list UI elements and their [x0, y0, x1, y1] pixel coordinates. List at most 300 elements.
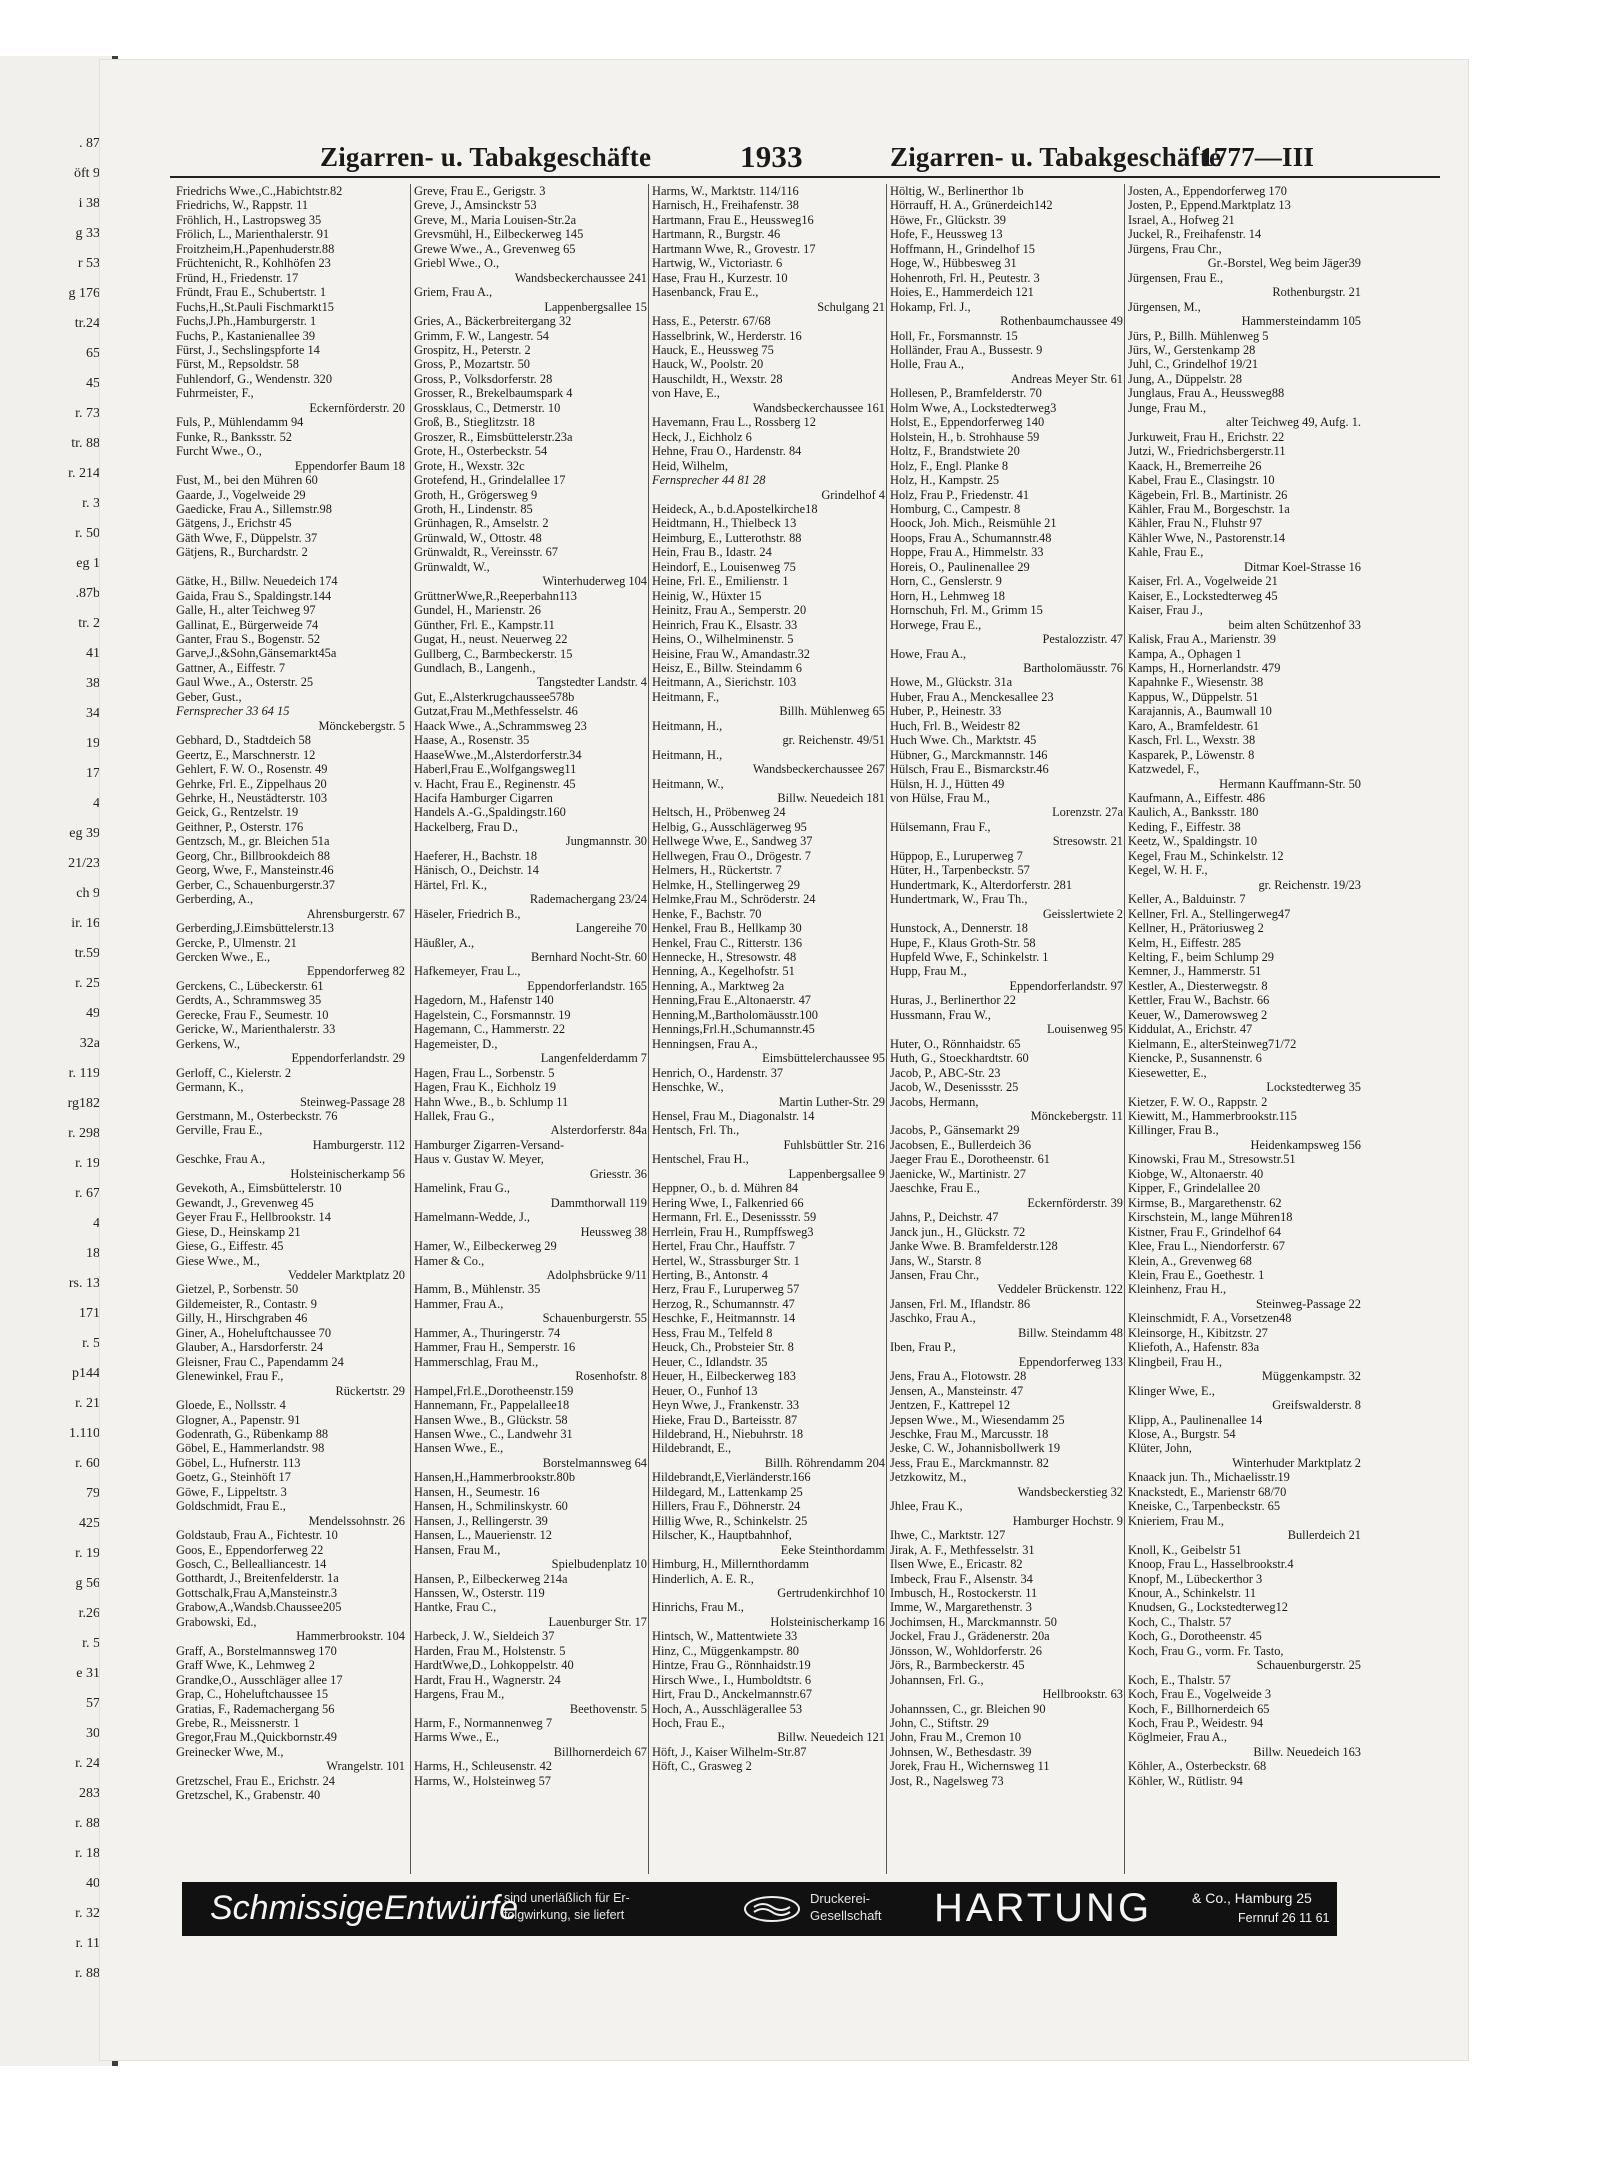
listing-entry: Hein, Frau B., Idastr. 24	[652, 545, 772, 560]
listing-entry: Hallek, Frau G.,	[414, 1109, 495, 1123]
listing-entry: Koch, F., Billhornerdeich 65	[1128, 1701, 1270, 1716]
listing-entry: Kamps, H., Hornerlandstr. 479	[1128, 660, 1281, 675]
listing-entry: Hansen,H.,Hammerbrookstr.80b	[414, 1470, 576, 1485]
listing-entry: Jacobsen, E., Bullerdeich 36	[890, 1137, 1032, 1152]
listing-entry: Hase, Frau H., Kurzestr. 10	[652, 270, 788, 285]
listing-entry: Holz, Frau P., Friedenstr. 41	[890, 487, 1030, 502]
listing-entry: Gretzschel, K., Grabenstr. 40	[176, 1788, 321, 1803]
listing-entry: Heuer, C., Idlandstr. 35	[652, 1354, 768, 1369]
listing-address-continuation: Rückertstr. 29	[335, 1383, 405, 1398]
listing-entry: Jürgensen, M.,	[1128, 299, 1201, 314]
listing-entry: Himburg, H., Millernthordamm	[652, 1557, 810, 1572]
margin-fragment: 21/23	[68, 856, 100, 871]
margin-fragment: 19	[86, 736, 100, 751]
listing-entry: von Hülse, Frau M.,	[890, 791, 990, 806]
listing-address-continuation: Lorenzstr. 27a	[1052, 805, 1123, 820]
listing-spacer	[176, 560, 408, 574]
header-year: 1933	[740, 139, 803, 174]
listing-entry: Hehne, Frau O., Hardenstr. 84	[652, 444, 802, 459]
listing-entry: Huch, Frl. B., Weidestr 82	[890, 718, 1021, 733]
listing-entry: Hertel, Frau Chr., Hauffstr. 7	[652, 1239, 795, 1254]
listing-entry: Göwe, F., Lippeltstr. 3	[176, 1484, 287, 1499]
listing-address-continuation: Greifswalderstr. 8	[1272, 1398, 1361, 1413]
listing-entry: Hentsch, Frl. Th.,	[652, 1123, 740, 1138]
page-header	[170, 140, 1440, 178]
listing-entry: Hagemeister, D.,	[414, 1036, 498, 1051]
listing-entry: Hornschuh, Frl. M., Grimm 15	[890, 603, 1043, 618]
listing-entry: Jurkuweit, Frau H., Erichstr. 22	[1128, 429, 1285, 444]
listing-entry: Klingbeil, Frau H.,	[1128, 1354, 1222, 1369]
listing-entry: Heuer, H., Eilbeckerweg 183	[652, 1369, 797, 1384]
listing-entry: Kestler, A., Diesterwegstr. 8	[1128, 978, 1268, 993]
listing-entry: Kägebein, Frl. B., Martinistr. 26	[1128, 487, 1288, 502]
listing-address-continuation: Hermann Kauffmann-Str. 50	[1219, 776, 1361, 791]
directory-column-4	[886, 184, 1126, 1874]
listing-entry: Hilscher, K., Hauptbahnhof,	[652, 1528, 792, 1543]
listing-entry: Johannsen, Frl. G.,	[890, 1672, 984, 1687]
listing-entry: Handels A.-G.,Spaldingstr.160	[414, 805, 566, 820]
listing-entry: Galle, H., alter Teichweg 97	[176, 603, 316, 618]
listing-entry: Hinderlich, A. E. R.,	[652, 1571, 754, 1586]
listing-address-continuation: Mönckebergstr. 5	[318, 718, 405, 733]
listing-entry: Heltsch, H., Pröbenweg 24	[652, 805, 786, 820]
listing-entry: Harms, W., Marktstr. 114/116	[652, 184, 799, 198]
listing-entry: Grote, H., Wexstr. 32c	[414, 458, 525, 473]
listing-entry: Gilly, H., Hirschgraben 46	[176, 1311, 308, 1326]
margin-fragment: r. 50	[75, 526, 100, 541]
margin-fragment: . 87	[79, 136, 100, 151]
listing-entry: Gaida, Frau S., Spaldingstr.144	[176, 588, 332, 603]
listing-entry: Hagen, Frau L., Sorbenstr. 5	[414, 1065, 555, 1080]
listing-entry: Gewandt, J., Grevenweg 45	[176, 1195, 314, 1210]
listing-entry: Gut, E.,Alsterkrugchaussee578b	[414, 689, 575, 704]
margin-fragment: 30	[86, 1726, 100, 1741]
listing-entry: Hussmann, Frau W.,	[890, 1007, 991, 1022]
listing-entry: Katzwedel, F.,	[1128, 762, 1200, 777]
listing-entry: Henkel, Frau C., Ritterstr. 136	[652, 935, 803, 950]
listing-address-continuation: Holsteinischerkamp 56	[290, 1166, 405, 1181]
listing-entry: Hunstock, A., Dennerstr. 18	[890, 921, 1029, 936]
listing-entry: Keller, A., Balduinstr. 7	[1128, 892, 1246, 907]
directory-column-5	[1124, 184, 1364, 1874]
listing-entry: Goldschmidt, Frau E.,	[176, 1499, 286, 1514]
listing-address-continuation: Eimsbüttelerchaussee 95	[762, 1051, 885, 1066]
listing-entry: Helmke,Frau M., Schröderstr. 24	[652, 892, 816, 907]
listing-entry: Grünwaldt, R., Vereinsstr. 67	[414, 545, 558, 560]
listing-entry: Heinrich, Frau K., Elsastr. 33	[652, 617, 798, 632]
listing-entry: Haberl,Frau E.,Wolfgangsweg11	[414, 762, 577, 777]
listing-entry: Heisine, Frau W., Amandastr.32	[652, 646, 810, 661]
listing-entry: Gretzschel, Frau E., Erichstr. 24	[176, 1773, 335, 1788]
listing-entry: Hess, Frau M., Telfeld 8	[652, 1325, 773, 1340]
listing-address-continuation: Billh. Röhrendamm 204	[764, 1455, 885, 1470]
listing-entry: Jansen, Frau Chr.,	[890, 1267, 980, 1282]
listing-entry: Hinz, C., Müggenkampstr. 80	[652, 1643, 799, 1658]
listing-address-continuation: Andreas Meyer Str. 61	[1010, 371, 1123, 386]
listing-entry: Gregor,Frau M.,Quickbornstr.49	[176, 1730, 337, 1745]
listing-entry: Heuer, O., Funhof 13	[652, 1383, 758, 1398]
ad-phone: Fernruf 26 11 61	[1238, 1911, 1330, 1925]
listing-entry: Jörs, R., Barmbeckerstr. 45	[890, 1658, 1025, 1673]
listing-entry: Gerckens, C., Lübeckerstr. 61	[176, 978, 324, 993]
margin-fragment: tr. 88	[71, 436, 100, 451]
listing-entry: Gross, P., Mozartstr. 50	[414, 357, 530, 372]
listing-address-continuation: Alsterdorferstr. 84a	[550, 1123, 647, 1138]
listing-entry: Hülsn, H. J., Hütten 49	[890, 776, 1005, 791]
listing-phone: Fernsprecher 33 64 15	[176, 704, 290, 719]
listing-address-continuation: Rademachergang 23/24	[529, 892, 647, 907]
listing-entry: Grünhagen, R., Amselstr. 2	[414, 516, 549, 531]
listing-address-continuation: Jungmannstr. 30	[565, 834, 647, 849]
listing-entry: Janck jun., H., Glückstr. 72	[890, 1224, 1026, 1239]
listing-address-continuation: Bartholomäusstr. 76	[1023, 660, 1123, 675]
listing-address-continuation: Winterhuder Marktplatz 2	[1232, 1455, 1361, 1470]
listing-address-continuation: Schulgang 21	[817, 299, 885, 314]
listing-entry: Grossklaus, C., Detmerstr. 10	[414, 400, 561, 415]
listing-entry: Hasenbanck, Frau E.,	[652, 285, 759, 300]
listing-entry: Gerecke, Frau F., Seumestr. 10	[176, 1007, 329, 1022]
listing-entry: Huber, P., Heinestr. 33	[890, 704, 1002, 719]
listing-entry: Ihwe, C., Marktstr. 127	[890, 1528, 1006, 1543]
margin-fragment: 283	[79, 1786, 100, 1801]
margin-fragment: r. 67	[75, 1186, 100, 1201]
listing-entry: Hübner, G., Marckmannstr. 146	[890, 747, 1048, 762]
listing-entry: Hantke, Frau C.,	[414, 1600, 497, 1615]
listing-entry: Greve, Frau E., Gerigstr. 3	[414, 184, 546, 198]
listing-entry: Hertel, W., Strassburger Str. 1	[652, 1253, 800, 1268]
listing-entry: Jorek, Frau H., Wichernsweg 11	[890, 1759, 1050, 1774]
margin-fragment: r 53	[77, 256, 100, 271]
listing-entry: Häußler, A.,	[414, 935, 475, 950]
listing-entry: Geick, G., Rentzelstr. 19	[176, 805, 299, 820]
listing-address-continuation: Eckernförderstr. 39	[1027, 1195, 1123, 1210]
listing-entry: Jochimsen, H., Marckmannstr. 50	[890, 1614, 1057, 1629]
margin-fragment: g 56	[75, 1576, 100, 1591]
listing-entry: Grewe Wwe., A., Grevenweg 65	[414, 241, 576, 256]
listing-entry: Gottschalk,Frau A,Mansteinstr.3	[176, 1585, 338, 1600]
listing-address-continuation: Gr.-Borstel, Weg beim Jäger39	[1207, 256, 1361, 271]
listing-entry: Kielmann, E., alterSteinweg71/72	[1128, 1036, 1297, 1051]
listing-entry: Heisz, E., Billw. Steindamm 6	[652, 660, 802, 675]
listing-entry: Godenrath, G., Rübenkamp 88	[176, 1426, 329, 1441]
listing-entry: Koch, G., Dorotheenstr. 45	[1128, 1629, 1262, 1644]
margin-fragment: 57	[86, 1696, 100, 1711]
listing-entry: v. Hacht, Frau E., Reginenstr. 45	[414, 776, 576, 791]
listing-address-continuation: Grindelhof 4	[821, 487, 885, 502]
listing-entry: Hupe, F., Klaus Groth-Str. 58	[890, 935, 1036, 950]
listing-entry: Gehlert, F. W. O., Rosenstr. 49	[176, 762, 328, 777]
listing-entry: Kipper, F., Grindelallee 20	[1128, 1181, 1261, 1196]
listing-entry: Jürs, P., Billh. Mühlenweg 5	[1128, 328, 1269, 343]
margin-fragment: 49	[86, 1006, 100, 1021]
listing-entry: Gerdts, A., Schrammsweg 35	[176, 993, 322, 1008]
listing-entry: Karajannis, A., Baumwall 10	[1128, 704, 1272, 719]
margin-fragment: 18	[86, 1246, 100, 1261]
listing-entry: Jans, W., Starstr. 8	[890, 1253, 982, 1268]
listing-entry: Germann, K.,	[176, 1080, 244, 1095]
listing-entry: Grimm, F. W., Langestr. 54	[414, 328, 549, 343]
listing-entry: Juhl, C., Grindelhof 19/21	[1128, 357, 1259, 372]
listing-entry: Holle, Frau A.,	[890, 357, 964, 372]
listing-entry: Harden, Frau M., Holstenstr. 5	[414, 1643, 566, 1658]
listing-entry: Giner, A., Hoheluftchaussee 70	[176, 1325, 332, 1340]
listing-entry: Heine, Frl. E., Emilienstr. 1	[652, 574, 789, 589]
listing-entry: Geertz, E., Marschnerstr. 12	[176, 747, 316, 762]
listing-entry: Häseler, Friedrich B.,	[414, 906, 521, 921]
listing-entry: Furcht Wwe., O.,	[176, 444, 262, 459]
listing-address-continuation: Steinweg-Passage 28	[300, 1094, 405, 1109]
listing-entry: Gaedicke, Frau A., Sillemstr.98	[176, 501, 332, 516]
margin-fragment: .87b	[75, 586, 100, 601]
listing-entry: Kähler Wwe, N., Pastorenstr.14	[1128, 530, 1286, 545]
listing-entry: Gallinat, E., Bürgerweide 74	[176, 617, 319, 632]
listing-entry: Gleisner, Frau C., Papendamm 24	[176, 1354, 344, 1369]
listing-entry: Hamelmann-Wedde, J.,	[414, 1210, 530, 1225]
listing-entry: Kliefoth, A., Hafenstr. 83a	[1128, 1340, 1260, 1355]
listing-entry: Heitmann, F.,	[652, 689, 720, 704]
margin-fragment: eg 39	[69, 826, 100, 841]
listing-entry: Holländer, Frau A., Bussestr. 9	[890, 342, 1043, 357]
listing-entry: Hoops, Frau A., Schumannstr.48	[890, 530, 1052, 545]
listing-entry: Hintze, Frau G., Rönnhaidstr.19	[652, 1658, 811, 1673]
listing-entry: Kneiske, C., Tarpenbeckstr. 65	[1128, 1499, 1281, 1514]
listing-address-continuation: Eeke Steinthordamm	[780, 1542, 885, 1557]
listing-entry: Hering Wwe, I., Falkenried 66	[652, 1195, 804, 1210]
listing-entry: Graff, A., Borstelmannsweg 170	[176, 1643, 337, 1658]
listing-entry: Heidtmann, H., Thielbeck 13	[652, 516, 797, 531]
listing-entry: Gloede, E., Nollsstr. 4	[176, 1398, 286, 1413]
listing-entry: Hieke, Frau D., Barteisstr. 87	[652, 1412, 798, 1427]
listing-entry: Höltig, W., Berlinerthor 1b	[890, 184, 1024, 198]
listing-address-continuation: Billw. Neuedeich 181	[777, 791, 885, 806]
listing-entry: Hammer, A., Thuringerstr. 74	[414, 1325, 561, 1340]
listing-entry: Knaack jun. Th., Michaelisstr.19	[1128, 1470, 1290, 1485]
listing-entry: Horwege, Frau E.,	[890, 617, 982, 632]
margin-fragment: 65	[86, 346, 100, 361]
directory-column-3	[648, 184, 888, 1874]
listing-entry: Göbel, L., Hufnerstr. 113	[176, 1455, 301, 1470]
listing-entry: Grosser, R., Brekelbaumspark 4	[414, 386, 573, 401]
margin-fragment: r. 5	[82, 1636, 100, 1651]
listing-entry: Hofe, F., Heussweg 13	[890, 227, 1003, 242]
listing-entry: Kiesewetter, E.,	[1128, 1065, 1207, 1080]
listing-entry: Hampel,Frl.E.,Dorotheenstr.159	[414, 1383, 574, 1398]
listing-entry: Holtz, F., Brandstwiete 20	[890, 444, 1020, 459]
listing-entry: Jhlee, Frau K.,	[890, 1499, 963, 1514]
listing-entry: Hillers, Frau F., Döhnerstr. 24	[652, 1499, 801, 1514]
listing-entry: Frölich, L., Marienthalerstr. 91	[176, 227, 330, 242]
listing-entry: Klein, A., Grevenweg 68	[1128, 1253, 1252, 1268]
listing-entry: Glenewinkel, Frau F.,	[176, 1369, 284, 1384]
listing-entry: Harms, W., Holsteinweg 57	[414, 1773, 551, 1788]
listing-entry: Jansen, Frl. M., Iflandstr. 86	[890, 1296, 1031, 1311]
listing-entry: Groß, B., Stieglitzstr. 18	[414, 415, 535, 430]
listing-entry: Hansen, H., Schmilinskystr. 60	[414, 1499, 568, 1514]
listing-address-continuation: Eckernförderstr. 20	[309, 400, 405, 415]
listing-entry: Janke Wwe. B. Bramfelderstr.128	[890, 1239, 1058, 1254]
listing-entry: Heinitz, Frau A., Semperstr. 20	[652, 603, 807, 618]
listing-entry: Graff Wwe, K., Lehmweg 2	[176, 1658, 315, 1673]
listing-entry: Hoies, E., Hammerdeich 121	[890, 285, 1034, 300]
listing-entry: Jaeschke, Frau E.,	[890, 1181, 980, 1196]
listing-entry: Hülsch, Frau E., Bismarckstr.46	[890, 762, 1049, 777]
margin-fragment: r. 119	[68, 1066, 100, 1081]
listing-entry: Horn, C., Genslerstr. 9	[890, 574, 1002, 589]
listing-entry: Gericke, W., Marienthalerstr. 33	[176, 1022, 336, 1037]
listing-entry: Giese, D., Heinskamp 21	[176, 1224, 301, 1239]
ad-note-line: folgwirkung, sie liefert	[504, 1908, 625, 1922]
listing-entry: Gercken Wwe., E.,	[176, 950, 271, 964]
listing-entry: Hacifa Hamburger Cigarren	[414, 791, 553, 806]
listing-address-continuation: Lappenbergsallee 9	[788, 1166, 885, 1181]
margin-fragment: 4	[93, 796, 100, 811]
listing-entry: Heid, Wilhelm,	[652, 458, 729, 473]
listing-entry: Gercke, P., Ulmenstr. 21	[176, 935, 297, 950]
listing-address-continuation: Spielbudenplatz 10	[551, 1557, 647, 1572]
listing-entry: Holz, H., Kampstr. 25	[890, 473, 1000, 488]
listing-entry: Gildemeister, R., Contastr. 9	[176, 1296, 317, 1311]
listing-entry: Grabow,A.,Wandsb.Chaussee205	[176, 1600, 342, 1615]
listing-entry: Jentzen, F., Kattrepel 12	[890, 1398, 1011, 1413]
listing-entry: Jürs, W., Gerstenkamp 28	[1128, 342, 1256, 357]
listing-entry: Iben, Frau P.,	[890, 1340, 956, 1355]
listing-entry: Kistner, Frau F., Grindelhof 64	[1128, 1224, 1282, 1239]
listing-entry: Knour, A., Schinkelstr. 11	[1128, 1585, 1257, 1600]
listing-entry: Hartmann, Frau E., Heussweg16	[652, 212, 814, 227]
margin-fragment: r. 32	[75, 1906, 100, 1921]
listing-entry: Henrich, O., Hardenstr. 37	[652, 1065, 784, 1080]
listing-address-continuation: Rosenhofstr. 8	[575, 1369, 647, 1384]
listing-entry: Haeferer, H., Bachstr. 18	[414, 848, 538, 863]
listing-entry: Gullberg, C., Barmbeckerstr. 15	[414, 646, 573, 661]
listing-entry: Grevsmühl, H., Eilbeckerweg 145	[414, 227, 584, 242]
listing-entry: Grandke,O., Ausschläger allee 17	[176, 1672, 343, 1687]
listing-entry: Hargens, Frau M.,	[414, 1687, 505, 1702]
listing-entry: Köglmeier, Frau A.,	[1128, 1730, 1227, 1745]
listing-entry: Homburg, C., Campestr. 8	[890, 501, 1021, 516]
listing-entry: Groszer, R., Eimsbüttelerstr.23a	[414, 429, 573, 444]
margin-fragment: r. 11	[75, 1936, 100, 1951]
listing-entry: Gietzel, P., Sorbenstr. 50	[176, 1282, 299, 1297]
listing-entry: Kiencke, P., Susannenstr. 6	[1128, 1051, 1262, 1066]
listing-entry: Funke, R., Banksstr. 52	[176, 429, 292, 444]
listing-entry: Fuls, P., Mühlendamm 94	[176, 415, 304, 430]
listing-address-continuation: Borstelmannsweg 64	[542, 1455, 647, 1470]
listing-address-continuation: Griesstr. 36	[589, 1166, 647, 1181]
listing-entry: Jürgensen, Frau E.,	[1128, 270, 1224, 285]
listing-entry: Kegel, W. H. F.,	[1128, 863, 1208, 878]
listing-address-continuation: Mendelssohnstr. 26	[308, 1513, 405, 1528]
listing-entry: Hänisch, O., Deichstr. 14	[414, 863, 539, 878]
listing-entry: Hupp, Frau M.,	[890, 964, 967, 979]
listing-entry: Hamelink, Frau G.,	[414, 1181, 511, 1196]
listing-entry: Killinger, Frau B.,	[1128, 1123, 1219, 1138]
listing-entry: von Have, E.,	[652, 386, 720, 401]
listing-entry: Klüter, John,	[1128, 1441, 1192, 1456]
listing-entry: Gerberding,J.Eimsbüttelerstr.13	[176, 921, 334, 936]
listing-entry: Haack Wwe., A.,Schrammsweg 23	[414, 718, 587, 733]
listing-entry: Hauck, W., Poolstr. 20	[652, 357, 764, 372]
listing-entry: Gotthardt, J., Breitenfelderstr. 1a	[176, 1571, 339, 1586]
listing-address-continuation: Hamburgerstr. 112	[312, 1137, 405, 1152]
listing-entry: Grospitz, H., Peterstr. 2	[414, 342, 531, 357]
ad-printing-line: Druckerei-	[810, 1891, 870, 1906]
listing-entry: Kinowski, Frau M., Stresowstr.51	[1128, 1152, 1296, 1167]
listing-entry: Holm Wwe, A., Lockstedterweg3	[890, 400, 1057, 415]
listing-entry: Hörrauff, H. A., Grünerdeich142	[890, 198, 1053, 213]
listing-entry: Günther, Frl. E., Kampstr.11	[414, 617, 555, 632]
listing-entry: Henning,Frau E.,Altonaerstr. 47	[652, 993, 811, 1008]
listing-entry: Henschke, W.,	[652, 1080, 724, 1095]
ad-slogan: SchmissigeEntwürfe	[210, 1889, 519, 1927]
listing-entry: Hackelberg, Frau D.,	[414, 819, 519, 834]
listing-entry: Jaschko, Frau A.,	[890, 1311, 976, 1326]
listing-entry: Gätgens, J., Erichstr 45	[176, 516, 292, 531]
listing-entry: Jürgens, Frau Chr.,	[1128, 241, 1222, 256]
listing-entry: Koch, C., Thalstr. 57	[1128, 1614, 1232, 1629]
margin-fragment: 17	[86, 766, 100, 781]
listing-entry: Helmke, H., Stellingerweg 29	[652, 877, 800, 892]
listing-entry: GrüttnerWwe,R.,Reeperbahn113	[414, 588, 577, 603]
margin-fragment: 34	[86, 706, 100, 721]
listing-entry: Horeis, O., Paulinenallee 29	[890, 559, 1030, 574]
listing-entry: Koch, Frau G., vorm. Fr. Tasto,	[1128, 1643, 1284, 1658]
listing-entry: Kaulich, A., Banksstr. 180	[1128, 805, 1259, 820]
listing-address-continuation: Martin Luther-Str. 29	[778, 1094, 885, 1109]
listing-address-continuation: Fuhlsbüttler Str. 216	[783, 1137, 885, 1152]
listing-entry: Griem, Frau A.,	[414, 285, 493, 300]
ad-brand: HARTUNG	[934, 1886, 1153, 1930]
listing-entry: Jönsson, W., Wohldorferstr. 26	[890, 1643, 1042, 1658]
listing-entry: Gätke, H., Billw. Neuedeich 174	[176, 574, 338, 589]
margin-fragment: e 31	[76, 1666, 100, 1681]
margin-fragment: 79	[86, 1486, 100, 1501]
listing-entry: Gosch, C., Bellealliancestr. 14	[176, 1557, 327, 1572]
listing-entry: Hasselbrink, W., Herderstr. 16	[652, 328, 802, 343]
listing-entry: Jost, R., Nagelsweg 73	[890, 1773, 1004, 1788]
listing-entry: Hansen Wwe., B., Glückstr. 58	[414, 1412, 568, 1427]
listing-entry: Johannssen, C., gr. Bleichen 90	[890, 1701, 1046, 1716]
listing-entry: Hoffmann, H., Grindelhof 15	[890, 241, 1035, 256]
listing-entry: Junglaus, Frau A., Heussweg88	[1128, 386, 1285, 401]
listing-entry: Henning,M.,Bartholomäusstr.100	[652, 1007, 818, 1022]
listing-entry: Kiobge, W., Altonaerstr. 40	[1128, 1166, 1264, 1181]
listing-entry: Giese, G., Eiffestr. 45	[176, 1239, 284, 1254]
listing-entry: Garve,J.,&Sohn,Gänsemarkt45a	[176, 646, 337, 661]
listing-address-continuation: beim alten Schützenhof 33	[1228, 617, 1361, 632]
listing-entry: Gattner, A., Eiffestr. 7	[176, 660, 286, 675]
ad-printing-line: Gesellschaft	[810, 1908, 882, 1923]
listing-entry: Hildegard, M., Lattenkamp 25	[652, 1484, 803, 1499]
listing-entry: Grabowski, Ed.,	[176, 1614, 257, 1629]
listing-entry: Gundel, H., Marienstr. 26	[414, 603, 541, 618]
header-left-title: Zigarren- u. Tabakgeschäfte	[320, 142, 652, 172]
listing-entry: Geithner, P., Osterstr. 176	[176, 819, 304, 834]
listing-entry: Höft, J., Kaiser Wilhelm-Str.87	[652, 1744, 807, 1759]
listing-entry: Hansen, J., Rellingerstr. 39	[414, 1513, 548, 1528]
listing-entry: Hundertmark, W., Frau Th.,	[890, 892, 1028, 907]
listing-entry: Gerkens, W.,	[176, 1036, 241, 1051]
margin-fragment: r. 25	[75, 976, 100, 991]
listing-entry: Georg, Chr., Billbrookdeich 88	[176, 848, 330, 863]
listing-entry: Kiddulat, A., Erichstr. 47	[1128, 1022, 1253, 1037]
listing-entry: Hansen, P., Eilbeckerweg 214a	[414, 1571, 568, 1586]
listing-entry: Höwe, Fr., Glückstr. 39	[890, 212, 1006, 227]
listing-entry: Hauck, E., Heussweg 75	[652, 342, 774, 357]
margin-fragment: g 33	[75, 226, 100, 241]
listing-entry: Hellwege Wwe, E., Sandweg 37	[652, 834, 813, 849]
listing-entry: Imbeck, Frau F., Alsenstr. 34	[890, 1571, 1033, 1586]
